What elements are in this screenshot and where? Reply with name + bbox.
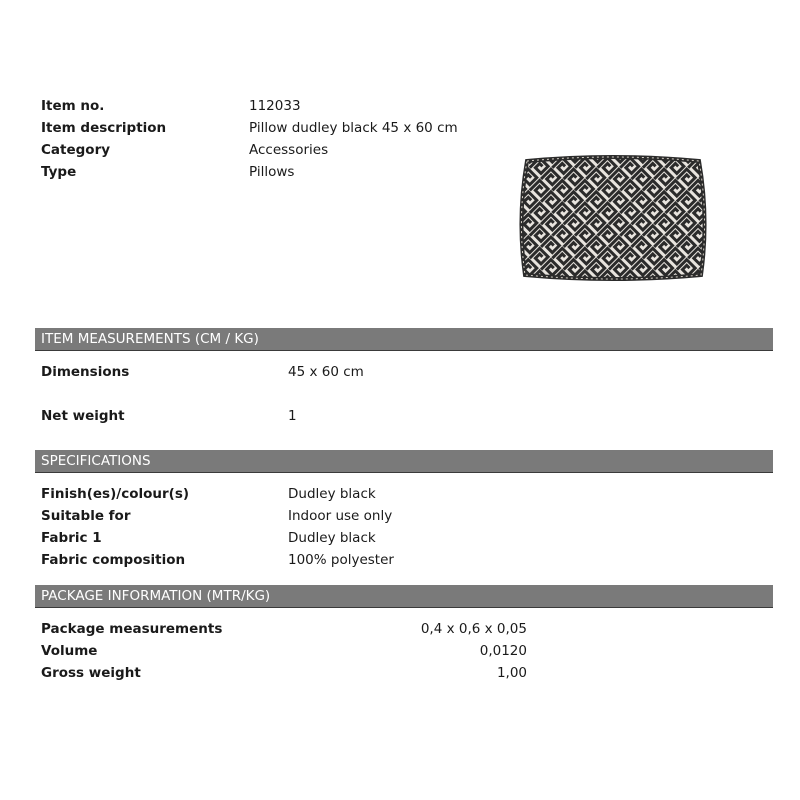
row-label: Type: [41, 164, 77, 180]
row-value: 100% polyester: [288, 552, 394, 568]
section-title: ITEM MEASUREMENTS (CM / KG): [41, 331, 259, 347]
row-value: 1,00: [496, 665, 527, 681]
row-label: Finish(es)/colour(s): [41, 486, 190, 502]
row-label: Item description: [41, 120, 167, 136]
pillow-photo: [517, 155, 709, 282]
row-value: 45 x 60 cm: [288, 364, 364, 380]
row-label: Net weight: [41, 408, 125, 424]
row-value: Pillow dudley black 45 x 60 cm: [249, 120, 458, 136]
row-value: Dudley black: [288, 530, 376, 546]
row-label: Fabric 1: [41, 530, 102, 546]
section-title: SPECIFICATIONS: [41, 453, 151, 469]
row-label: Item no.: [41, 98, 105, 114]
section-title: PACKAGE INFORMATION (MTR/KG): [41, 588, 271, 604]
row-label: Suitable for: [41, 508, 131, 524]
row-label: Volume: [41, 643, 98, 659]
row-value: Pillows: [249, 164, 295, 180]
row-value: Dudley black: [288, 486, 376, 502]
row-label: Gross weight: [41, 665, 141, 681]
row-label: Package measurements: [41, 621, 223, 637]
row-value: 0,4 x 0,6 x 0,05: [420, 621, 527, 637]
row-value: Indoor use only: [288, 508, 393, 524]
row-label: Dimensions: [41, 364, 130, 380]
row-label: Category: [41, 142, 111, 158]
row-label: Fabric composition: [41, 552, 186, 568]
gross-weight-row: [0, 663, 527, 683]
row-value: 112033: [249, 98, 301, 114]
volume-row: [0, 641, 527, 661]
package-header: [35, 585, 773, 608]
row-value: 0,0120: [479, 643, 527, 659]
row-value: 1: [288, 408, 297, 424]
measurements-header: [35, 328, 773, 351]
row-value: Accessories: [249, 142, 329, 158]
specifications-header: [35, 450, 773, 473]
package-measurements-row: [0, 619, 527, 639]
